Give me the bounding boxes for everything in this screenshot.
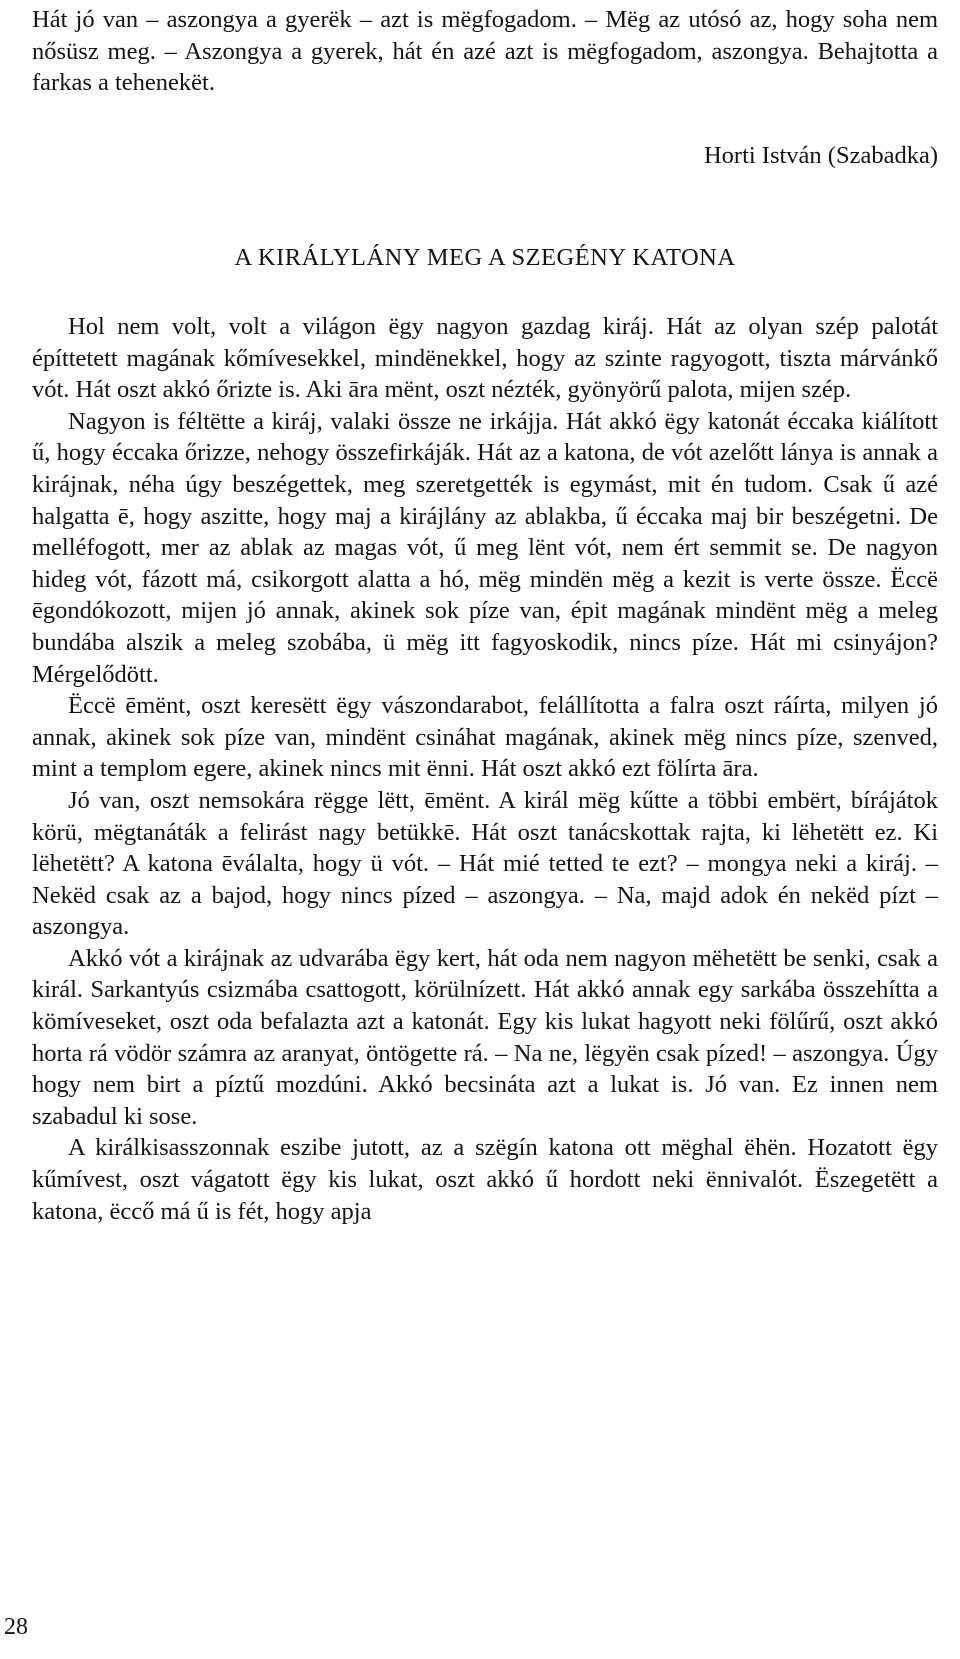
story-attribution: Horti István (Szabadka) xyxy=(703,142,938,169)
story-paragraph: Akkó vót a kirájnak az udvarába ëgy kert, hát oda nem nagyon mëhetëtt be senki, csak a királ. Sarkantyús csizmába csattogott, körülnízett. Hát akkó annak egy sarkába összehítta a kömíveseket, oszt oda befalazta azt a katonát. Egy kis lukat hagyott neki fölűrű, oszt akkó horta rá vödör számra az aranyat, öntögette rá. – Na ne, lëgyën csak pízed! – aszongya. Úgy hogy nem birt a píztű mozdúni. Akkó becsináta azt a lukat is. Jó van. Ez innen nem szabadul ki sose. xyxy=(32,944,938,1130)
opening-paragraph: Hát jó van – aszongya a gyerëk – azt is mëgfogadom. – Mëg az utósó az, hogy soha nem nősüsz meg. – Aszongya a gyerek, hát én azé azt is mëgfogadom, aszongya. Behajtotta a farkas a tehenekët. xyxy=(32,6,938,97)
story-paragraph: Ëccë ēmënt, oszt keresëtt ëgy vászondarabot, felállította a falra oszt ráírta, milyen jó annak, akinek sok píze van, mindënt csináhat magának, akinek mëg nincs píze, szenved, mint a templom egere, akinek nincs mit ënni. Hát oszt akkó ezt fölírta āra. xyxy=(32,692,938,783)
page-number: 28 xyxy=(4,1614,28,1640)
story-body xyxy=(32,311,938,1227)
story-paragraph: Nagyon is féltëtte a kiráj, valaki össze ne irkájja. Hát akkó ëgy katonát éccaka kiálított ű, hogy éccaka őrizze, nehogy összefirkáják. Hát az a katona, de vót azelőtt lánya is annak a kirájnak, néha úgy beszégettek, meg szeretgették is egymást, mit én tudom. Csak ű azé halgatta ē, hogy aszitte, hogy maj a kirájlány az ablakba, ű éccaka maj bir beszégetni. De melléfogott, mer az ablak az magas vót, ű meg lënt vót, nem ért semmit se. De nagyon hideg vót, fázott má, csikorgott alatta a hó, mëg mindën mëg a kezit is verte össze. Ëccë ēgondókozott, mijen jó annak, akinek sok píze van, épit magának mindënt mëg a meleg bundába alszik a meleg szobába, ü mëg itt fagyoskodik, nincs píze. Hát mi csinyájon? Mérgelődött. xyxy=(32,407,938,688)
story-paragraph: Hol nem volt, volt a világon ëgy nagyon gazdag kiráj. Hát az olyan szép palotát építtetett magának kőmívesekkel, mindënekkel, hogy az szinte ragyogott, tiszta márvánkő vót. Hát oszt akkó őrizte is. Aki āra mënt, oszt nézték, gyönyörű palota, mijen szép. xyxy=(32,313,938,404)
story-paragraph: A királkisasszonnak eszibe jutott, az a szëgín katona ott mëghal ëhën. Hozatott ëgy kűmívest, oszt vágatott ëgy kis lukat, oszt akkó ű hordott neki ënnivalót. Ëszegetëtt a katona, ëccő má ű is fét, hogy apja xyxy=(32,1134,938,1225)
story-title: A KIRÁLYLÁNY MEG A SZEGÉNY KATONA xyxy=(234,244,736,271)
story-paragraph: Jó van, oszt nemsokára rëgge lëtt, ēmënt. A királ mëg kűtte a többi embërt, bírájátok körü, mëgtanáták a felirást nagy betükkē. Hát oszt tanácskottak rajta, ki lëhetëtt ez. Ki lëhetëtt? A katona ēválalta, hogy ü vót. – Hát mié tetted te ezt? – mongya neki a kiráj. – Nekëd csak az a bajod, hogy nincs pízed – aszongya. – Na, majd adok én nekëd pízt – aszongya. xyxy=(32,786,938,941)
